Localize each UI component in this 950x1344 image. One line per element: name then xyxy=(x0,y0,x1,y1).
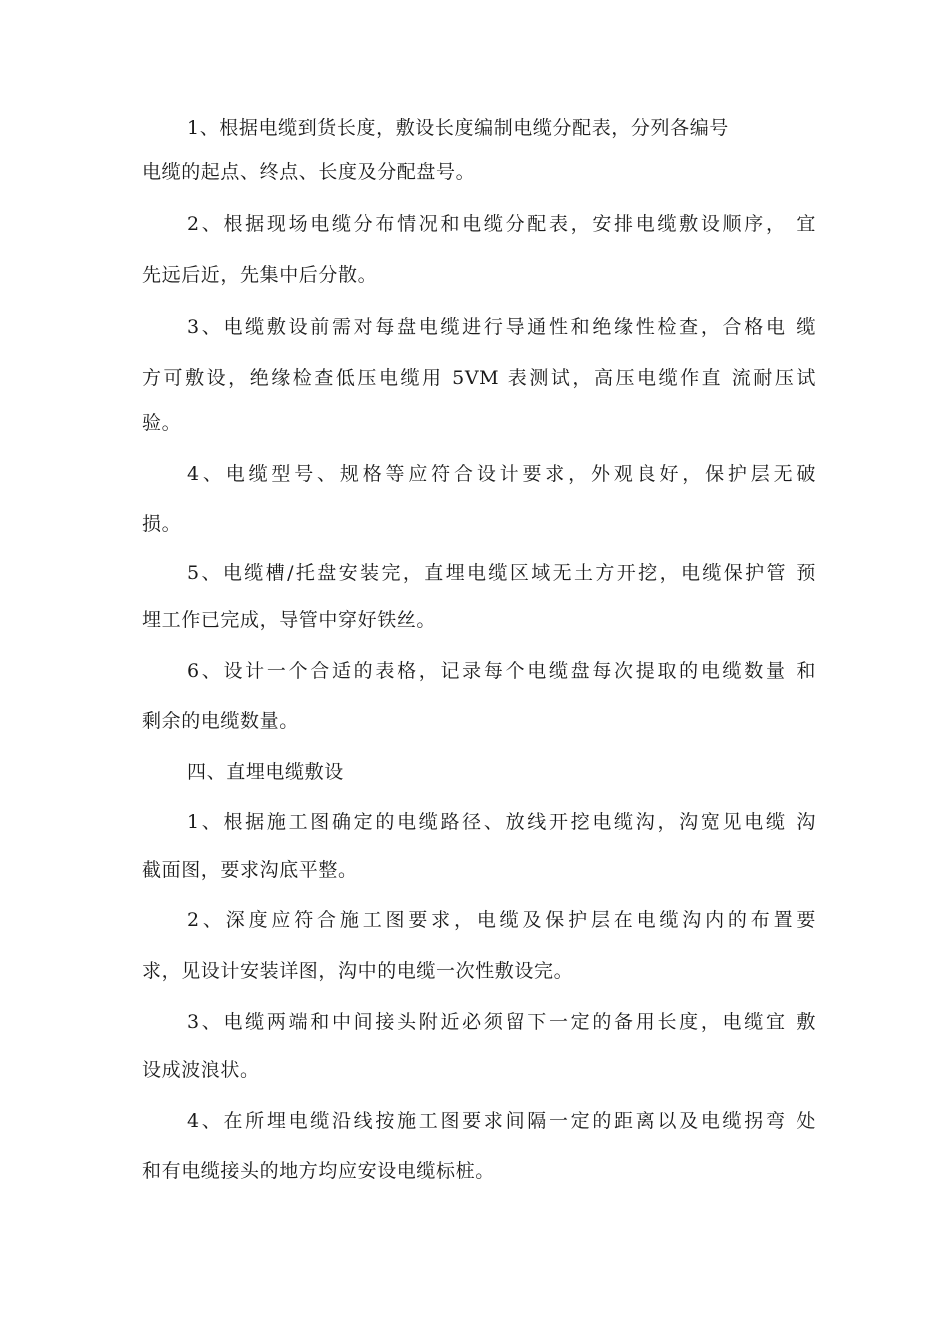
section-heading: 四、直埋电缆敷设 xyxy=(187,761,344,783)
paragraph-line: 求，见设计安装详图，沟中的电缆一次性敷设完。 xyxy=(142,960,574,982)
paragraph-line: 埋工作已完成，导管中穿好铁丝。 xyxy=(142,609,437,631)
paragraph-line: 1、根据电缆到货长度，敷设长度编制电缆分配表，分列各编号 xyxy=(187,117,729,139)
paragraph-line: 剩余的电缆数量。 xyxy=(142,710,299,732)
paragraph-line: 电缆的起点、终点、长度及分配盘号。 xyxy=(142,161,476,183)
paragraph-line: 设成波浪状。 xyxy=(142,1059,260,1081)
paragraph-line: 先远后近，先集中后分散。 xyxy=(142,264,378,286)
paragraph-line: 3、电缆敷设前需对每盘电缆进行导通性和绝缘性检查，合格电 缆 xyxy=(187,316,816,338)
paragraph-line: 5、电缆槽/托盘安装完，直埋电缆区域无土方开挖，电缆保护管 预 xyxy=(187,562,816,584)
paragraph-line: 3、电缆两端和中间接头附近必须留下一定的备用长度，电缆宜 敷 xyxy=(187,1011,816,1033)
paragraph-line: 2、根据现场电缆分布情况和电缆分配表，安排电缆敷设顺序， 宜 xyxy=(187,213,816,235)
paragraph-line: 损。 xyxy=(142,513,182,535)
paragraph-line: 和有电缆接头的地方均应安设电缆标桩。 xyxy=(142,1160,495,1182)
paragraph-line: 4、在所埋电缆沿线按施工图要求间隔一定的距离以及电缆拐弯 处 xyxy=(187,1110,816,1132)
paragraph-line: 截面图，要求沟底平整。 xyxy=(142,859,358,881)
paragraph-line: 方可敷设，绝缘检查低压电缆用 5VM 表测试，高压电缆作直 流耐压试 xyxy=(142,367,816,389)
paragraph-line: 1、根据施工图确定的电缆路径、放线开挖电缆沟，沟宽见电缆 沟 xyxy=(187,811,816,833)
paragraph-line: 6、设计一个合适的表格，记录每个电缆盘每次提取的电缆数量 和 xyxy=(187,660,816,682)
paragraph-line: 2、深度应符合施工图要求，电缆及保护层在电缆沟内的布置要 xyxy=(187,909,816,931)
paragraph-line: 验。 xyxy=(142,412,182,434)
paragraph-line: 4、电缆型号、规格等应符合设计要求，外观良好，保护层无破 xyxy=(187,463,816,485)
